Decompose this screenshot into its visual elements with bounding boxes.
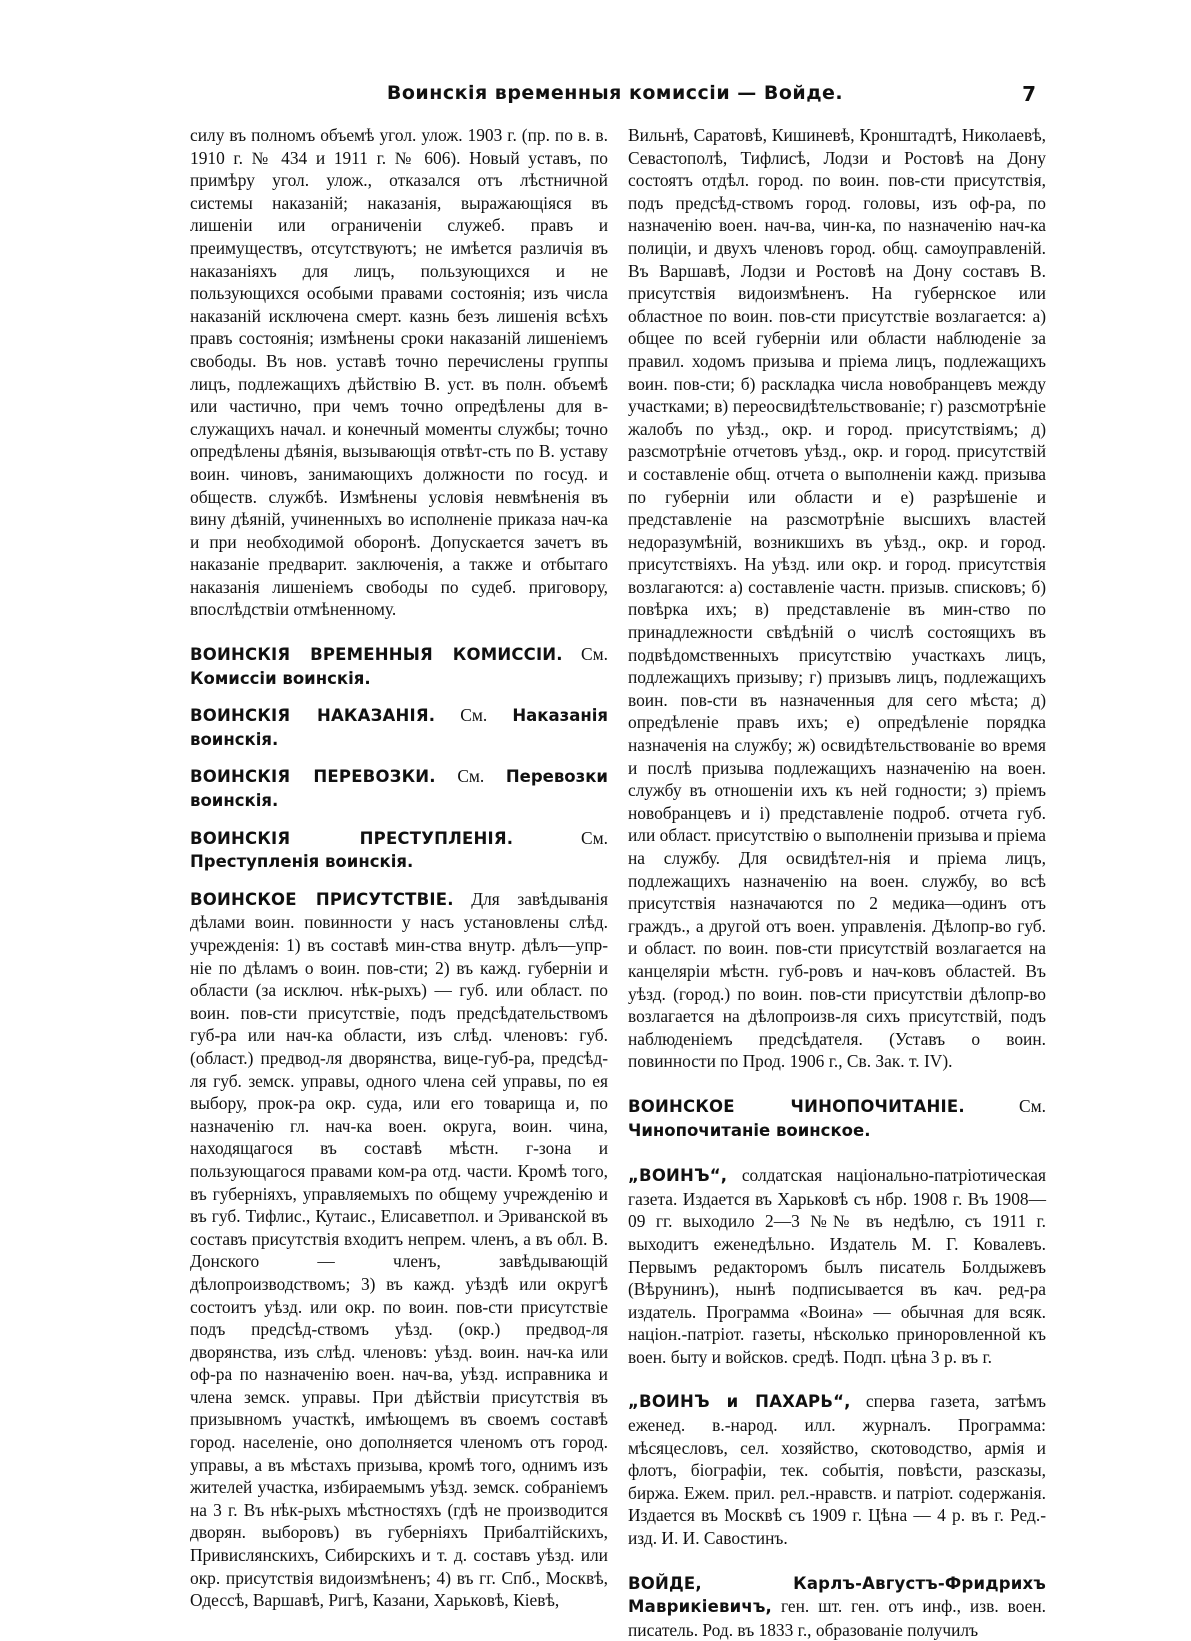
continuation-text: Вильнѣ, Саратовѣ, Кишиневѣ, Кронштадтѣ, Николаевѣ, Севастополѣ, Тифлисѣ, Лодзи и Ростовѣ на Дону состоятъ отдѣл. город. по воин. пов-сти присутствія, подъ предсѣд-ствомъ город. головы, изъ оф-ра, по назначенію воен. нач-ва, чин-ка, по назначенію нач-ка полиціи, и двухъ членовъ город. общ. самоуправленій. Въ Варшавѣ, Лодзи и Ростовѣ на Дону составъ В. присутствія видоизмѣненъ. На губернское или областное по воин. пов-сти присутствіе возлагается: а) общее по всей губерніи или области наблюденіе за правил. ходомъ призыва и пріема лицъ, подлежащихъ воин. пов-сти; б) раскладка числа новобранцевъ между участками; в) переосвидѣтельствованіе; г) разсмотрѣніе жалобъ по уѣзд., окр. и город. присутствіямъ; д) разсмотрѣніе отчетовъ уѣзд., окр. и город. присутствій и составленіе общ. отчета о выполненіи кажд. призыва по губерніи или области и е) разрѣшеніе и представленіе на разсмотрѣніе высшихъ властей недоразумѣній, возникшихъ въ уѣзд., окр. и город. присутствіяхъ. На уѣзд. или окр. и город. присутствія возлагаются: а) составленіе частн. призыв. списковъ; б) повѣрка ихъ; в) представленіе въ мин-ство по принадлежности свѣдѣній о числѣ состоящихъ въ подвѣдомственныхъ присутствію участкахъ лицъ, подлежащихъ призыву; г) призывъ лицъ, подлежащихъ воин. пов-сти въ назначенныя для сего мѣста; д) опредѣленіе правъ ихъ; е) опредѣленіе порядка назначенія на службу; ж) освидѣтельствованіе во время и послѣ призыва подлежащихъ назначенію на воен. службу въ отношеніи ихъ къ ней годности; з) пріемъ новобранцевъ и і) представленіе подроб. отчета губ. или област. присутствію о выполненіи призыва и пріема на службу. Для освидѣтел-нія и пріема лицъ, подлежащихъ назначенію на воен. службу, во всѣ присутствія назначаются по 2 медика—одинъ отъ граждъ., а другой отъ воен. управленія. Дѣлопр-во губ. и област. по воин. пов-сти присутствій возлагается на канцеляріи мѣстн. губ-ровъ и нач-ковъ областей. Въ уѣзд. (город.) по воин. пов-сти присутствіи дѣлопр-во возлагается на дѣлопроизв-ля сихъ присутствій, подъ наблюденіемъ предсѣдателя. (Уставъ о воин. повинности по Прод. 1906 г., Св. Зак. т. IV). — [628, 125, 1046, 1072]
entry-body: солдатская національно-патріотическая газета. Издается въ Харьковѣ съ нбр. 1908 г. Въ 1908—09 гг. выходило 2—3 №№ въ недѣлю, съ 1911 г. выходитъ еженедѣльно. Издатель М. Г. Ковалевъ. Первымъ редакторомъ былъ писатель Болдыжевъ (Вѣрунинъ), нынѣ подписывается въ кач. ред-ра издатель. Программа «Воина» — обычная для всяк. націон.-патріот. газеты, нѣсколько приноровленной къ воен. быту и войсков. средѣ. Подп. цѣна 3 р. въ г. — [628, 1165, 1046, 1367]
entry-cross-reference — [190, 704, 608, 751]
entry-voin-i-pakhar — [628, 1390, 1046, 1549]
entry-headword: ВОИНСКІЯ ПРЕСТУПЛЕНІЯ. — [190, 828, 514, 848]
entry-voin — [628, 1164, 1046, 1368]
entry-voide — [628, 1572, 1046, 1641]
entry-cross-reference — [628, 1095, 1046, 1142]
entry-headword: ВОИНСКОЕ ПРИСУТСТВІЕ. — [190, 889, 454, 909]
entry-headword: „ВОИНЪ“, — [628, 1166, 728, 1186]
cross-reference-target: Наказанія воинскія. — [190, 706, 608, 749]
see-label: См. — [581, 644, 608, 665]
page-number: 7 — [1022, 82, 1036, 106]
right-column — [628, 124, 1046, 1641]
see-label: См. — [1019, 1095, 1046, 1116]
entry-headword: ВОИНСКОЕ ЧИНОПОЧИТАНІЕ. — [628, 1096, 965, 1116]
entry-cross-reference — [190, 643, 608, 690]
continuation-text: силу въ полномъ объемѣ угол. улож. 1903 г. (пр. по в. в. 1910 г. № 434 и 1911 г. № 606). Новый уставъ, по примѣру угол. улож., отказался отъ лѣстничной системы наказаній; наказанія, выражающіяся въ лишеніи или ограниченіи служеб. правъ и преимуществъ, отсутствуютъ; не имѣется различія въ наказаніяхъ для лицъ, пользующихся и не пользующихся особыми правами состоянія; изъ числа наказаній исключена смерт. казнь безъ лишенія всѣхъ правъ состоянія; измѣнены сроки наказаній лишеніемъ свободы. Въ нов. уставѣ точно перечислены группы лицъ, подлежащихъ дѣйствію В. уст. въ полн. объемѣ или частично, при чемъ точно опредѣлены для в-служащихъ начал. и конечный моменты службы; точно опредѣлены дѣянія, вызывающія отвѣт-сть по В. уставу воин. чиновъ, занимающихъ должности по госуд. и обществ. службѣ. Измѣнены условія невмѣненія въ вину дѣяній, учиненныхъ во исполненіе приказа нач-ка и при необходимой оборонѣ. Допускается зачетъ въ наказаніе предварит. заключенія, а также и отбытаго наказанія лишеніемъ свободы по судеб. приговору, впослѣдствіи отмѣненному. — [190, 125, 608, 620]
see-label: См. — [457, 766, 485, 787]
entry-body: сперва газета, затѣмъ еженед. в.-народ. илл. журналъ. Программа: мѣсяцесловъ, сел. хозяйство, скотоводство, армія и флотъ, біографіи, тек. событія, повѣсти, разсказы, биржа. Ежем. прил. рел.-нравств. и патріот. содержанія. Издается въ Москвѣ съ 1909 г. Цѣна — 4 р. въ г. Ред.-изд. И. И. Савостинъ. — [628, 1391, 1046, 1549]
cross-reference-target: Перевозки воинскія. — [190, 767, 608, 811]
entry-body: Для завѣдыванія дѣлами воин. повинности у насъ установлены слѣд. учрежденія: 1) въ составѣ мин-ства внутр. дѣлъ—упр-ніе по дѣламъ о воин. пов-сти; 2) въ кажд. губерніи и области (за исключ. нѣк-рыхъ) — губ. или област. по воин. пов-сти присутствіе, подъ предсѣдательствомъ губ-ра или нач-ка области, изъ слѣд. членовъ: губ. (област.) предвод-ля дворянства, вице-губ-ра, предсѣд-ля губ. земск. управы, одного члена сей управы, по ея выбору, прок-ра окр. суда, или его товарища и, по назначенію гл. нач-ка воен. округа, воин. чина, находящагося въ составѣ мѣстн. г-зона и пользующагося правами ком-ра отд. части. Кромѣ того, въ губерніяхъ, управляемыхъ по общему учрежденію и въ губ. Тифлис., Кутаис., Елисаветпол. и Эриванской въ составъ присутствія входитъ непрем. членъ, а въ обл. В. Донского — членъ, завѣдывающій дѣлопроизводствомъ; 3) въ кажд. уѣздѣ или округѣ состоитъ уѣзд. или окр. по воин. пов-сти присутствіе подъ предсѣд-ствомъ уѣзд. (окр.) предвод-ля дворянства, изъ слѣд. членовъ: уѣзд. воин. нач-ка или оф-ра по назначенію воен. нач-ва, уѣзд. исправника и члена земск. управы. При дѣйствіи присутствія въ призывномъ участкѣ, имѣющемъ въ своемъ составѣ город. населеніе, оно дополняется членомъ отъ город. управы, а въ мѣстахъ призыва, кромѣ того, однимъ изъ жителей участка, избираемымъ уѣзд. земск. собраніемъ на 3 г. Въ нѣк-рыхъ мѣстностяхъ (гдѣ не производится дворян. выборовъ) въ губерніяхъ Прибалтійскихъ, Привислянскихъ, Сибирскихъ и т. д. составъ уѣзд. или окр. присутствія видоизмѣненъ; 4) въ гг. Спб., Москвѣ, Одессѣ, Варшавѣ, Ригѣ, Казани, Харьковѣ, Кіевѣ, — [190, 888, 608, 1611]
cross-reference-target: Комиссіи воинскія. — [190, 668, 371, 688]
page-header — [190, 82, 1040, 118]
see-label: См. — [460, 705, 488, 726]
entry-voinskoe-prisutstvie — [190, 888, 608, 1612]
left-column — [190, 124, 608, 1612]
running-head: Воинскія временныя комиссіи — Войде. — [386, 82, 844, 104]
entry-body: ген. шт. ген. отъ инф., изв. воен. писатель. Род. въ 1833 г., образованіе получилъ — [628, 1596, 1046, 1640]
entry-headword: ВОИНСКІЯ НАКАЗАНІЯ. — [190, 706, 436, 726]
entry-headword: ВОИНСКІЯ ПЕРЕВОЗКИ. — [190, 767, 436, 787]
entry-headword: ВОЙДЕ, Карлъ-Августъ-Фридрихъ Маврикіевичъ, — [628, 1573, 1046, 1617]
entry-cross-reference — [190, 827, 608, 874]
cross-reference-target: Преступленія воинскія. — [190, 852, 414, 872]
see-label: См. — [581, 827, 608, 848]
entry-headword: ВОИНСКІЯ ВРЕМЕННЫЯ КОМИССІИ. — [190, 645, 563, 665]
entry-headword: „ВОИНЪ и ПАХАРЬ“, — [628, 1392, 851, 1412]
entry-cross-reference — [190, 765, 608, 812]
cross-reference-target: Чинопочитаніе воинское. — [628, 1120, 871, 1140]
